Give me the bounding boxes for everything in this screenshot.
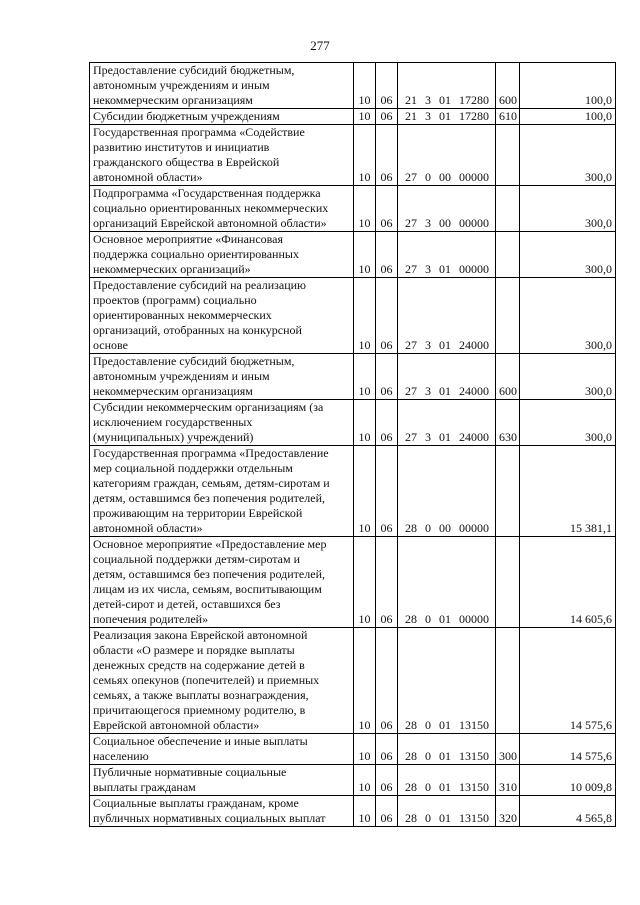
table-row [90, 125, 616, 186]
code-part: 13150 [459, 718, 489, 732]
code-part: 0 [425, 612, 431, 626]
code-part: 01 [439, 109, 451, 123]
code-part: 00000 [459, 216, 489, 230]
code-part: 13150 [459, 780, 489, 794]
row-expense-type-code [496, 278, 520, 354]
code-part: 21 [405, 109, 417, 123]
row-subsection-code: 06 [376, 734, 398, 765]
code-part: 17280 [459, 93, 489, 107]
row-expense-type-code: 300 [496, 734, 520, 765]
budget-table [89, 62, 616, 827]
code-part: 0 [425, 170, 431, 184]
row-amount: 14 605,6 [520, 537, 616, 628]
code-part: 28 [405, 521, 417, 535]
code-part: 0 [425, 718, 431, 732]
row-amount: 300,0 [520, 125, 616, 186]
row-name: Государственная программа «Предоставление мер социальной поддержки отдельным категориям граждан, семьям, детям-сиротам и детям, оставшимся без попечения родителей, проживающим на территории Еврейской автономной области» [90, 446, 354, 537]
row-subsection-code: 06 [376, 109, 398, 125]
row-subsection-code: 06 [376, 63, 398, 109]
row-target-article-code [398, 446, 496, 537]
row-target-article-code [398, 628, 496, 734]
row-target-article-code [398, 734, 496, 765]
row-amount: 300,0 [520, 354, 616, 400]
row-amount: 300,0 [520, 278, 616, 354]
code-part: 00000 [459, 612, 489, 626]
code-part: 0 [425, 780, 431, 794]
row-section-code: 10 [354, 446, 376, 537]
row-amount: 14 575,6 [520, 628, 616, 734]
row-expense-type-code: 630 [496, 400, 520, 446]
code-part: 00 [439, 521, 451, 535]
table-row [90, 734, 616, 765]
row-target-article-code [398, 63, 496, 109]
row-name: Субсидии бюджетным учреждениям [90, 109, 354, 125]
row-section-code: 10 [354, 186, 376, 232]
code-part: 3 [425, 430, 431, 444]
code-part: 01 [439, 780, 451, 794]
code-part: 28 [405, 780, 417, 794]
row-subsection-code: 06 [376, 278, 398, 354]
code-part: 24000 [459, 430, 489, 444]
code-part: 28 [405, 811, 417, 825]
row-name: Предоставление субсидий бюджетным, автономным учреждениям и иным некоммерческим организациям [90, 63, 354, 109]
table-row [90, 354, 616, 400]
row-expense-type-code [496, 537, 520, 628]
code-part: 13150 [459, 811, 489, 825]
row-name: Предоставление субсидий на реализацию проектов (программ) социально ориентированных некоммерческих организаций, отобранных на конкурсной основе [90, 278, 354, 354]
code-part: 24000 [459, 338, 489, 352]
row-name: Реализация закона Еврейской автономной области «О размере и порядке выплаты денежных средств на содержание детей в семьях опекунов (попечителей) и приемных семьях, а также выплаты вознаграждения, причитающегося приемному родителю, в Еврейской автономной области» [90, 628, 354, 734]
page-number: 277 [310, 38, 330, 53]
row-amount: 10 009,8 [520, 765, 616, 796]
row-target-article-code [398, 125, 496, 186]
code-part: 01 [439, 93, 451, 107]
row-name: Социальное обеспечение и иные выплаты населению [90, 734, 354, 765]
code-part: 01 [439, 430, 451, 444]
code-part: 27 [405, 216, 417, 230]
code-part: 01 [439, 749, 451, 763]
row-expense-type-code [496, 186, 520, 232]
row-expense-type-code: 310 [496, 765, 520, 796]
code-part: 28 [405, 718, 417, 732]
row-section-code: 10 [354, 628, 376, 734]
row-target-article-code [398, 232, 496, 278]
row-target-article-code [398, 765, 496, 796]
row-subsection-code: 06 [376, 232, 398, 278]
row-section-code: 10 [354, 354, 376, 400]
row-expense-type-code: 600 [496, 63, 520, 109]
row-section-code: 10 [354, 125, 376, 186]
code-part: 3 [425, 338, 431, 352]
row-expense-type-code: 610 [496, 109, 520, 125]
code-part: 17280 [459, 109, 489, 123]
row-expense-type-code: 600 [496, 354, 520, 400]
row-target-article-code [398, 796, 496, 827]
table-row [90, 796, 616, 827]
table-row [90, 765, 616, 796]
table-row [90, 278, 616, 354]
row-subsection-code: 06 [376, 628, 398, 734]
row-section-code: 10 [354, 232, 376, 278]
row-subsection-code: 06 [376, 186, 398, 232]
row-target-article-code [398, 537, 496, 628]
row-section-code: 10 [354, 400, 376, 446]
row-name: Подпрограмма «Государственная поддержка социально ориентированных некоммерческих организаций Еврейской автономной области» [90, 186, 354, 232]
code-part: 27 [405, 170, 417, 184]
code-part: 3 [425, 93, 431, 107]
row-amount: 300,0 [520, 232, 616, 278]
row-section-code: 10 [354, 278, 376, 354]
row-expense-type-code [496, 628, 520, 734]
code-part: 00000 [459, 262, 489, 276]
table-row [90, 109, 616, 125]
row-name: Публичные нормативные социальные выплаты гражданам [90, 765, 354, 796]
table-row [90, 400, 616, 446]
code-part: 13150 [459, 749, 489, 763]
code-part: 01 [439, 262, 451, 276]
code-part: 00000 [459, 170, 489, 184]
row-subsection-code: 06 [376, 537, 398, 628]
row-name: Основное мероприятие «Предоставление мер социальной поддержки детям-сиротам и детям, оставшимся без попечения родителей, лицам из их числа, семьям, воспитывающим детей-сирот и детей, оставшихся без попечения родителей» [90, 537, 354, 628]
row-subsection-code: 06 [376, 765, 398, 796]
code-part: 0 [425, 521, 431, 535]
row-name: Основное мероприятие «Финансовая поддержка социально ориентированных некоммерческих организаций» [90, 232, 354, 278]
row-subsection-code: 06 [376, 446, 398, 537]
row-target-article-code [398, 278, 496, 354]
row-expense-type-code [496, 232, 520, 278]
code-part: 21 [405, 93, 417, 107]
budget-table-body [90, 63, 616, 827]
row-section-code: 10 [354, 109, 376, 125]
row-section-code: 10 [354, 796, 376, 827]
row-section-code: 10 [354, 734, 376, 765]
table-row [90, 186, 616, 232]
code-part: 01 [439, 718, 451, 732]
code-part: 0 [425, 811, 431, 825]
code-part: 27 [405, 430, 417, 444]
row-target-article-code [398, 109, 496, 125]
row-target-article-code [398, 186, 496, 232]
code-part: 01 [439, 384, 451, 398]
code-part: 27 [405, 338, 417, 352]
code-part: 3 [425, 262, 431, 276]
table-row [90, 628, 616, 734]
row-amount: 14 575,6 [520, 734, 616, 765]
row-amount: 100,0 [520, 109, 616, 125]
code-part: 24000 [459, 384, 489, 398]
code-part: 0 [425, 749, 431, 763]
table-row [90, 446, 616, 537]
code-part: 00000 [459, 521, 489, 535]
row-amount: 100,0 [520, 63, 616, 109]
code-part: 27 [405, 384, 417, 398]
row-subsection-code: 06 [376, 796, 398, 827]
code-part: 01 [439, 811, 451, 825]
row-name: Предоставление субсидий бюджетным, автономным учреждениям и иным некоммерческим организациям [90, 354, 354, 400]
row-expense-type-code [496, 125, 520, 186]
row-expense-type-code: 320 [496, 796, 520, 827]
row-section-code: 10 [354, 63, 376, 109]
code-part: 3 [425, 216, 431, 230]
code-part: 3 [425, 384, 431, 398]
code-part: 00 [439, 170, 451, 184]
code-part: 00 [439, 216, 451, 230]
code-part: 27 [405, 262, 417, 276]
table-row [90, 232, 616, 278]
code-part: 28 [405, 749, 417, 763]
row-target-article-code [398, 354, 496, 400]
row-name: Социальные выплаты гражданам, кроме публичных нормативных социальных выплат [90, 796, 354, 827]
row-section-code: 10 [354, 765, 376, 796]
row-amount: 300,0 [520, 186, 616, 232]
row-name: Государственная программа «Содействие развитию институтов и инициатив гражданского общества в Еврейской автономной области» [90, 125, 354, 186]
row-name: Субсидии некоммерческим организациям (за исключением государственных (муниципальных) учреждений) [90, 400, 354, 446]
row-amount: 4 565,8 [520, 796, 616, 827]
row-expense-type-code [496, 446, 520, 537]
row-amount: 300,0 [520, 400, 616, 446]
code-part: 28 [405, 612, 417, 626]
code-part: 01 [439, 612, 451, 626]
row-amount: 15 381,1 [520, 446, 616, 537]
row-subsection-code: 06 [376, 125, 398, 186]
row-target-article-code [398, 400, 496, 446]
table-row [90, 63, 616, 109]
code-part: 3 [425, 109, 431, 123]
code-part: 01 [439, 338, 451, 352]
row-section-code: 10 [354, 537, 376, 628]
row-subsection-code: 06 [376, 354, 398, 400]
row-subsection-code: 06 [376, 400, 398, 446]
table-row [90, 537, 616, 628]
